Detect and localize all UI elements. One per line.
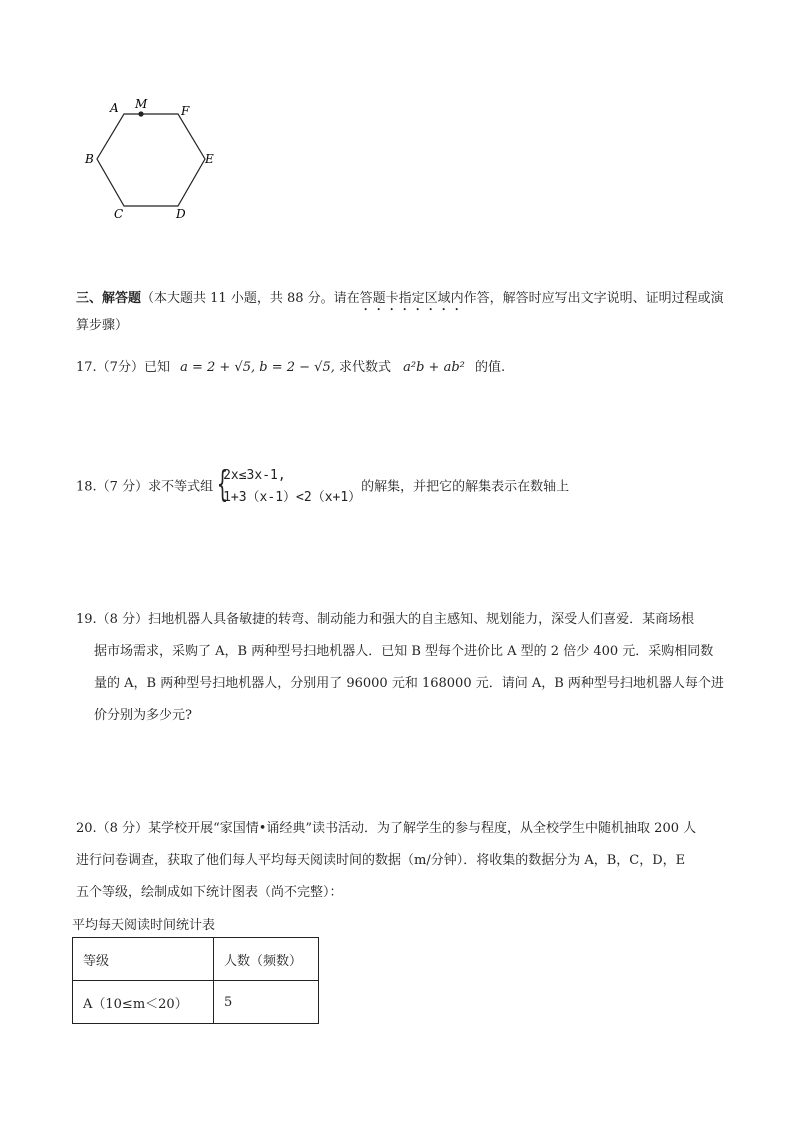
- q19-line-3: 量的 A，B 两种型号扫地机器人，分别用了 96000 元和 168000 元．请问 A，B 两种型号扫地机器人每个进: [94, 676, 724, 691]
- table-caption: 平均每天阅读时间统计表: [72, 918, 216, 933]
- question-17: [76, 356, 505, 375]
- label-d: D: [176, 207, 186, 221]
- section-note-dotted: 答题卡指定区域内: [359, 291, 464, 306]
- label-a: A: [110, 101, 119, 115]
- q19-line-1: 19.（8 分）扫地机器人具备敏捷的转弯、制动能力和强大的自主感知、规划能力，深受人们喜爱．某商场根: [76, 612, 695, 627]
- question-20: [76, 813, 726, 909]
- table-row: [73, 981, 319, 1024]
- section-note-after: 作答，解答时应写出文字说明、证明过程或演算步骤）: [76, 291, 724, 333]
- q17-ask: 求代数式: [338, 360, 391, 375]
- q20-line-3: 五个等级，绘制成如下统计图表（尚不完整）：: [76, 885, 343, 900]
- header-count: 人数（频数）: [214, 938, 319, 981]
- hexagon-figure: [80, 92, 230, 222]
- question-18: [76, 465, 569, 509]
- hexagon-shape: [97, 114, 205, 206]
- system-brace: {: [216, 464, 229, 505]
- q17-prefix: 17.（7分）已知: [76, 360, 170, 375]
- table-header-row: [73, 938, 319, 981]
- q20-line-1: 20.（8 分）某学校开展“家国情•诵经典”读书活动．为了解学生的参与程度，从全校学生中随机抽取 200 人: [76, 821, 697, 836]
- q19-line-2: 据市场需求，采购了 A，B 两种型号扫地机器人．已知 B 型每个进价比 A 型的 2 倍少 400 元．采购相同数: [94, 644, 714, 659]
- q17-expression: a²b + ab²: [403, 360, 465, 375]
- section-note-before: （本大题共 11 小题，共 88 分。请在: [141, 291, 360, 306]
- reading-time-table: [72, 937, 319, 1024]
- point-m: [138, 111, 143, 116]
- q18-prefix: 18.（7 分）求不等式组: [76, 479, 214, 495]
- q19-line-4: 价分别为多少元?: [94, 708, 192, 723]
- label-b: B: [85, 152, 94, 166]
- q18-suffix: 的解集，并把它的解集表示在数轴上: [361, 479, 570, 495]
- question-19: [76, 604, 726, 732]
- inequality-line-1: 2x≤3x-1,: [223, 468, 286, 483]
- label-e: E: [205, 152, 214, 166]
- label-c: C: [114, 207, 124, 221]
- q20-line-2: 进行问卷调查，获取了他们每人平均每天阅读时间的数据（m/分钟）．将收集的数据分为 A，B，C，D，E: [76, 853, 686, 868]
- header-grade: 等级: [73, 938, 214, 981]
- cell-grade-a: A（10≤m＜20）: [73, 981, 214, 1024]
- inequality-line-2: 1+3（x-1）<2（x+1）: [223, 490, 362, 505]
- q17-suffix: 的值.: [475, 360, 506, 375]
- section-instructions: [76, 287, 726, 338]
- section-heading: 三、解答题: [76, 291, 142, 306]
- q17-given: a = 2 + √5, b = 2 − √5,: [180, 360, 335, 375]
- inequality-system: [213, 465, 361, 509]
- label-m: M: [135, 97, 148, 111]
- cell-count-a: 5: [214, 981, 319, 1024]
- label-f: F: [181, 104, 190, 118]
